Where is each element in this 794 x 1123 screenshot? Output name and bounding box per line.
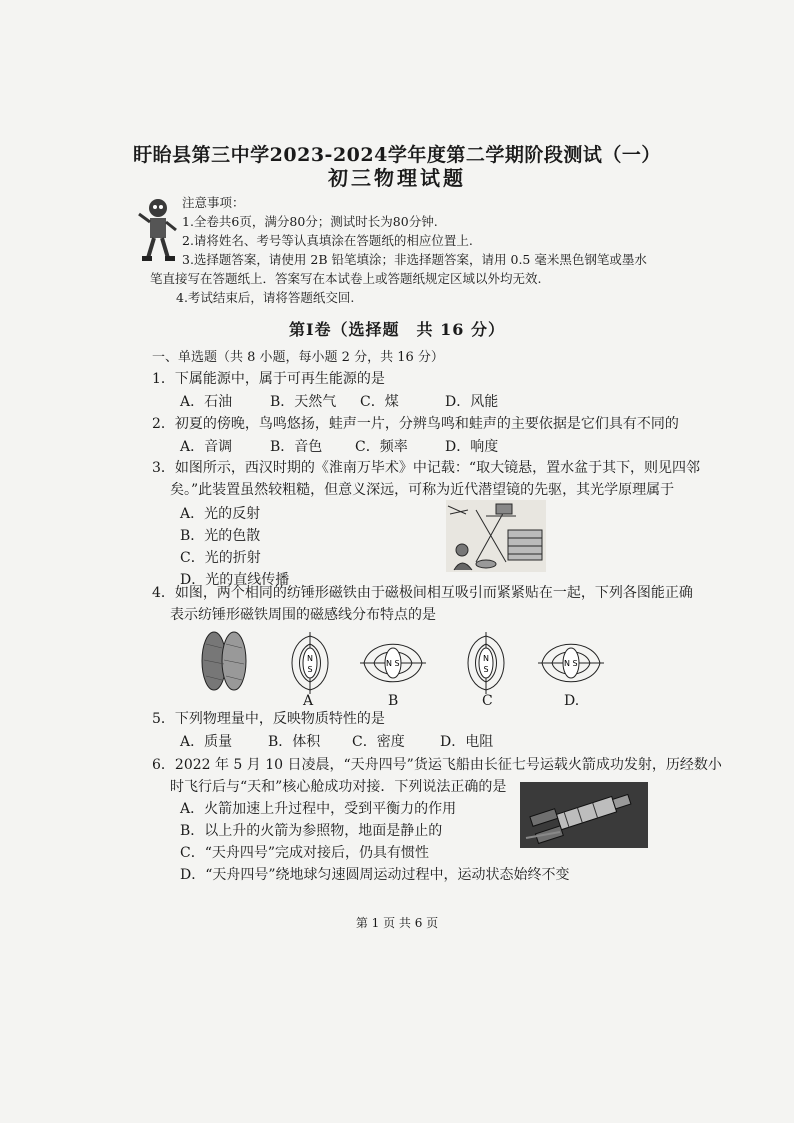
q5-option-b: B．体积 <box>268 734 321 750</box>
q4-option-c: C <box>482 693 493 709</box>
question-4-stem-1: 4．如图，两个相同的纺锤形磁铁由于磁极间相互吸引而紧紧贴在一起，下列各图能正确 <box>152 585 693 601</box>
q4-option-d: D. <box>564 693 580 709</box>
notice-heading: 注意事项： <box>182 195 245 210</box>
question-6-stem-2: 时飞行后与“天和”核心舱成功对接．下列说法正确的是 <box>170 779 507 795</box>
notice-item-2: 2.请将姓名、考号等认真填涂在答题纸的相应位置上. <box>182 233 473 248</box>
q5-option-d: D．电阻 <box>440 734 494 750</box>
question-1-stem: 1．下属能源中，属于可再生能源的是 <box>152 371 385 387</box>
page-footer: 第 1 页 共 6 页 <box>355 916 439 930</box>
question-2-stem: 2．初夏的傍晚，鸟鸣悠扬，蛙声一片，分辨鸟鸣和蛙声的主要依据是它们具有不同的 <box>152 416 679 432</box>
ancient-periscope-illustration <box>446 500 546 572</box>
section-title: 第Ⅰ卷（选择题 共 16 分） <box>289 320 505 339</box>
q1-option-b: B．天然气 <box>270 394 337 410</box>
spindle-magnets-figure <box>200 630 248 692</box>
question-4-stem-2: 表示纺锤形磁铁周围的磁感线分布特点的是 <box>170 607 436 623</box>
notice-item-3: 3.选择题答案，请使用 2B 铅笔填涂；非选择题答案，请用 0.5 毫米黑色钢笔或墨水 <box>182 252 647 267</box>
q2-option-d: D．响度 <box>445 439 499 455</box>
q4-option-a: A <box>303 693 314 709</box>
q6-option-c: C．“天舟四号”完成对接后，仍具有惯性 <box>180 845 430 861</box>
q4-option-b: B <box>388 693 399 709</box>
q6-option-b: B．以上升的火箭为参照物，地面是静止的 <box>180 823 443 839</box>
exam-subtitle: 初三物理试题 <box>328 166 466 190</box>
magnet-diagram-b <box>360 632 426 694</box>
q1-option-a: A．石油 <box>180 394 233 410</box>
q3-option-d: D．光的直线传播 <box>180 572 290 588</box>
exam-title: 盱眙县第三中学2023-2024学年度第二学期阶段测试（一） <box>133 144 661 166</box>
magnet-c-n-label: N <box>483 654 489 663</box>
spacecraft-docking-photo <box>520 782 648 848</box>
cartoon-student-icon <box>136 196 180 264</box>
q1-option-d: D．风能 <box>445 394 499 410</box>
q3-option-b: B．光的色散 <box>180 528 261 544</box>
question-5-stem: 5．下列物理量中，反映物质特性的是 <box>152 711 385 727</box>
notice-item-3-cont: 笔直接写在答题纸上．答案写在本试卷上或答题纸规定区域以外均无效. <box>150 271 542 286</box>
magnet-d-s-label: S <box>572 659 578 668</box>
q1-option-c: C．煤 <box>360 394 399 410</box>
question-3-stem-2: 矣。”此装置虽然较粗糙，但意义深远，可称为近代潜望镜的先驱，其光学原理属于 <box>170 482 675 498</box>
magnet-a-n-label: N <box>307 654 313 663</box>
q3-option-a: A．光的反射 <box>180 506 261 522</box>
magnet-diagram-c <box>458 632 514 694</box>
q5-option-a: A．质量 <box>180 734 233 750</box>
magnet-c-s-label: S <box>483 665 489 674</box>
q6-option-d: D．“天舟四号”绕地球匀速圆周运动过程中，运动状态始终不变 <box>180 867 570 883</box>
q3-option-c: C．光的折射 <box>180 550 261 566</box>
q2-option-c: C．频率 <box>355 439 408 455</box>
q6-option-a: A．火箭加速上升过程中，受到平衡力的作用 <box>180 801 457 817</box>
q2-option-a: A．音调 <box>180 439 233 455</box>
magnet-diagram-a <box>282 632 338 694</box>
question-3-stem-1: 3．如图所示，西汉时期的《淮南万毕术》中记载：“取大镜悬，置水盆于其下，则见四邻 <box>152 460 701 476</box>
q5-option-c: C．密度 <box>352 734 405 750</box>
magnet-a-s-label: S <box>307 665 313 674</box>
magnet-b-s-label: S <box>394 659 400 668</box>
part-label: 一、单选题（共 8 小题，每小题 2 分，共 16 分） <box>152 350 444 365</box>
q2-option-b: B．音色 <box>270 439 323 455</box>
magnet-b-n-label: N <box>386 659 392 668</box>
magnet-diagram-d <box>538 632 604 694</box>
notice-item-1: 1.全卷共6页，满分80分；测试时长为80分钟. <box>182 214 438 229</box>
notice-item-4: 4.考试结束后，请将答题纸交回. <box>176 290 355 305</box>
magnet-d-n-label: N <box>564 659 570 668</box>
question-6-stem-1: 6．2022 年 5 月 10 日凌晨，“天舟四号”货运飞船由长征七号运载火箭成功发射，历经数小 <box>152 757 722 773</box>
